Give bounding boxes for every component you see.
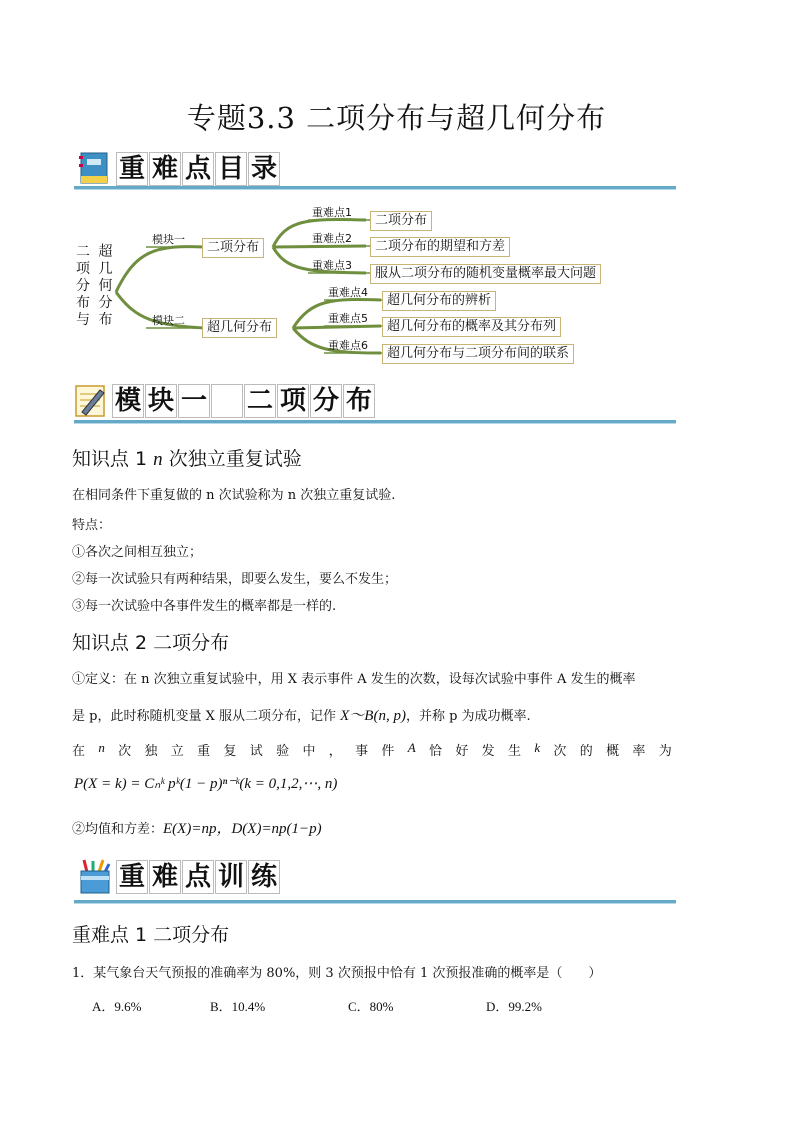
k2-line3-token: ， — [328, 744, 342, 759]
module-node: 超几何分布 — [202, 318, 277, 338]
section-title-char: 模 — [112, 384, 144, 418]
section-title-char: 训 — [215, 860, 247, 894]
k2-line3-token: 率 — [632, 744, 646, 759]
k2-line2-b: ，并称 p 为成功概率. — [405, 709, 531, 724]
k2-line3-token: 试 — [249, 744, 263, 759]
section-header-training — [78, 858, 338, 898]
book-icon — [78, 150, 112, 186]
k2-line1: ①定义：在 n 次独立重复试验中，用 X 表示事件 A 发生的次数，设每次试验中事件 A 发生的概率 — [72, 672, 636, 687]
option-b: B．10.4% — [210, 999, 266, 1014]
point-node: 超几何分布的辨析 — [382, 291, 496, 311]
k2-line2 — [72, 704, 531, 725]
k2-line3-token: A — [407, 740, 416, 755]
page-title: 专题3.3 二项分布与超几何分布 — [186, 101, 607, 135]
k2-line3 — [72, 740, 672, 759]
binomial-pmf-formula: P(X = k) = Cₙᵏ pᵏ(1 − p)ⁿ⁻ᵏ(k = 0,1,2,⋯, n) — [74, 776, 338, 792]
point-tag: 重难点4 — [328, 286, 368, 299]
mindmap-root — [76, 244, 120, 329]
point-node: 二项分布 — [370, 211, 432, 231]
section-title-char: 一 — [178, 384, 210, 418]
pen-cup-icon — [78, 858, 112, 894]
k2-line3-token: 验 — [276, 744, 290, 759]
root-line: 项 几 — [76, 261, 115, 277]
section-title-char: 布 — [343, 384, 375, 418]
section-header-module1 — [74, 382, 374, 422]
section-title-char: 目 — [215, 152, 247, 186]
k2-line3-token: 件 — [381, 744, 395, 759]
section-rule — [74, 900, 676, 904]
k2-line3-token: 好 — [455, 744, 469, 759]
section-title-char: 重 — [116, 860, 148, 894]
module-tag: 模块二 — [152, 314, 185, 327]
binomial-notation: X～B(n, p) — [340, 708, 406, 724]
k1-item: ②每一次试验只有两种结果，即要么发生，要么不发生； — [72, 572, 398, 587]
module-tag: 模块一 — [152, 233, 185, 246]
mean-variance-formula: E(X)=np，D(X)=np(1−p) — [163, 821, 322, 837]
point-tag: 重难点3 — [312, 259, 352, 272]
question-1: 1．某气象台天气预报的准确率为 80%，则 3 次预报中恰有 1 次预报准确的概率是（ ） — [72, 966, 602, 981]
k1-heading-n: n — [153, 449, 163, 470]
option-d: D．99.2% — [486, 999, 542, 1014]
k2-line3-token: 事 — [355, 744, 369, 759]
k2-line3-token: 中 — [302, 744, 316, 759]
k1-definition: 在相同条件下重复做的 n 次试验称为 n 次独立重复试验. — [72, 488, 396, 503]
mindmap — [76, 200, 676, 370]
k2-line3-token: 独 — [144, 744, 158, 759]
k2-heading: 知识点 2 二项分布 — [72, 632, 230, 654]
k2-line3-token: k — [534, 740, 541, 755]
section-title-char: 难 — [149, 860, 181, 894]
k1-item: ③每一次试验中各事件发生的概率都是一样的. — [72, 599, 337, 614]
k2-line3-token: 的 — [579, 744, 593, 759]
section-header-toc — [78, 150, 338, 190]
point-tag: 重难点6 — [328, 339, 368, 352]
section-title-char — [211, 384, 243, 418]
point-tag: 重难点5 — [328, 312, 368, 325]
section-title-char: 难 — [149, 152, 181, 186]
k1-heading-pre: 知识点 1 — [72, 448, 154, 470]
k1-heading — [72, 444, 302, 471]
k2-line3-token: n — [98, 740, 105, 755]
point-node: 超几何分布的概率及其分布列 — [382, 317, 561, 337]
point-node: 超几何分布与二项分布间的联系 — [382, 344, 574, 364]
k2-line3-token: 发 — [481, 744, 495, 759]
point-node: 服从二项分布的随机变量概率最大问题 — [370, 264, 601, 284]
section-title-char: 练 — [248, 860, 280, 894]
point-tag: 重难点2 — [312, 232, 352, 245]
k2-line3-token: 为 — [658, 744, 672, 759]
k2-line4 — [72, 817, 322, 838]
point-tag: 重难点1 — [312, 206, 352, 219]
k2-line3-token: 概 — [606, 744, 620, 759]
section-title-char: 二 — [244, 384, 276, 418]
k2-line3-token: 次 — [118, 744, 132, 759]
k2-line3-token: 立 — [170, 744, 184, 759]
section-title-char: 点 — [182, 152, 214, 186]
option-c: C．80% — [348, 999, 394, 1014]
root-line: 二 超 — [76, 244, 115, 260]
k2-line3-token: 复 — [223, 744, 237, 759]
root-line: 与 布 — [76, 312, 115, 328]
option-a: A．9.6% — [92, 999, 142, 1014]
k2-line3-token: 生 — [508, 744, 522, 759]
k1-item: ①各次之间相互独立； — [72, 545, 203, 560]
section-title-char: 块 — [145, 384, 177, 418]
section-title-char: 录 — [248, 152, 280, 186]
k2-line2-a: 是 p，此时称随机变量 X 服从二项分布，记作 — [72, 709, 336, 724]
section-rule — [74, 420, 676, 424]
k1-features-label: 特点： — [72, 518, 112, 533]
k2-line3-token: 在 — [72, 744, 86, 759]
training-heading: 重难点 1 二项分布 — [72, 924, 230, 946]
root-line: 分 何 — [76, 278, 115, 294]
k2-line4-a: ②均值和方差： — [72, 822, 164, 837]
section-title-char: 重 — [116, 152, 148, 186]
section-title-char: 项 — [277, 384, 309, 418]
section-rule — [74, 186, 676, 190]
k2-line3-token: 重 — [197, 744, 211, 759]
k2-line3-token: 恰 — [429, 744, 443, 759]
section-title-char: 分 — [310, 384, 342, 418]
point-node: 二项分布的期望和方差 — [370, 237, 510, 257]
root-line: 布 分 — [76, 295, 115, 311]
k1-heading-post: 次独立重复试验 — [162, 448, 302, 470]
module-node: 二项分布 — [202, 238, 264, 258]
k2-line3-token: 次 — [553, 744, 567, 759]
pencil-notepad-icon — [74, 382, 108, 418]
section-title-char: 点 — [182, 860, 214, 894]
